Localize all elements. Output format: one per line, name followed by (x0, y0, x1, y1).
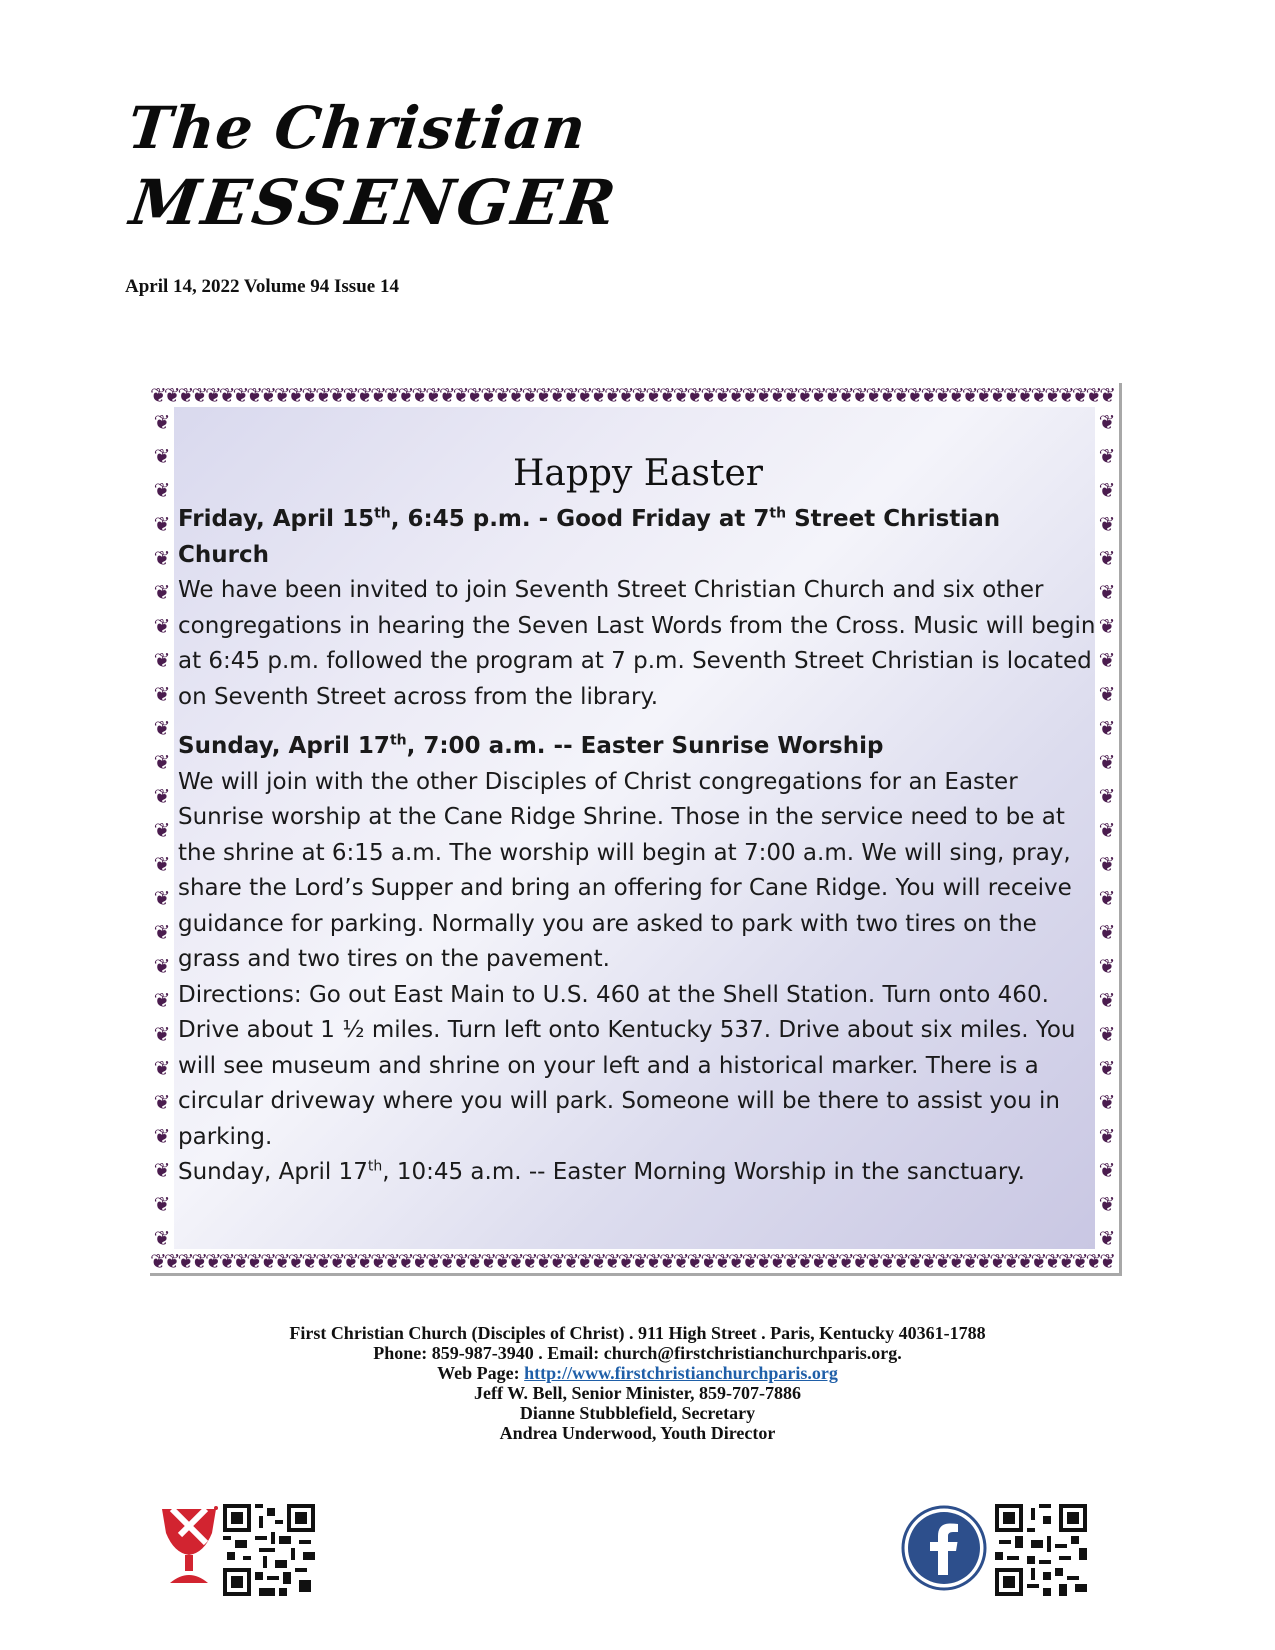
event2-body: We will join with the other Disciples of Christ congregations for an Easter Sunrise worship at the Cane Ridge Shrine. Those in the service need to be at the shrine at 6:15 a.m. The worship will begin at 7:00 a.m. We will sing, pray, share the Lord’s Supper and bring an offering for Cane Ridge. You will receive guidance for parking. Normally you are asked to park with two tires on the grass and two tires on the pavement. (178, 768, 1072, 972)
footer-address: First Christian Church (Disciples of Christ) . 911 High Street . Paris, Kentucky 40361-1788 (289, 1323, 986, 1343)
butterfly-border-top-icon: ❦❦❦❦❦❦❦❦❦❦❦❦❦❦❦❦❦❦❦❦❦❦❦❦❦❦❦❦❦❦❦❦❦❦❦❦❦❦❦❦❦❦❦❦❦❦❦❦❦❦❦❦❦❦❦❦❦❦❦❦❦❦❦❦❦❦❦❦❦❦ (150, 383, 1114, 407)
facebook-icon[interactable] (901, 1505, 987, 1591)
butterfly-border-left-icon: ❦ ❦ ❦ ❦ ❦ ❦ ❦ ❦ ❦ ❦ ❦ ❦ ❦ ❦ ❦ ❦ ❦ ❦ ❦ ❦ ❦ ❦ ❦ ❦ ❦ (153, 410, 171, 1250)
footer-web: Web Page: http://www.firstchristianchurchparis.org (437, 1363, 838, 1383)
easter-content (178, 450, 1098, 1191)
masthead (124, 94, 623, 245)
event2-heading: Sunday, April 17th, 7:00 a.m. -- Easter Sunrise Worship (178, 732, 884, 759)
event2-directions: Directions: Go out East Main to U.S. 460 at the Shell Station. Turn onto 460. Drive about 1 ½ miles. Turn left onto Kentucky 537. Drive about six miles. You will see museum and shrine on your left and a historical marker. There is a circular driveway where you will park. Someone will be there to assist you in parking. (178, 981, 1076, 1150)
event1-heading: Friday, April 15th, 6:45 p.m. - Good Friday at 7th Street Christian Church (178, 505, 1001, 568)
masthead-title-line2: MESSENGER (125, 166, 623, 239)
footer-contact (0, 1323, 1275, 1443)
footer-secretary: Dianne Stubblefield, Secretary (519, 1403, 756, 1423)
chalice-logo-icon (158, 1503, 220, 1589)
website-link[interactable]: http://www.firstchristianchurchparis.org (524, 1363, 838, 1383)
butterfly-border-right-icon: ❦ ❦ ❦ ❦ ❦ ❦ ❦ ❦ ❦ ❦ ❦ ❦ ❦ ❦ ❦ ❦ ❦ ❦ ❦ ❦ ❦ ❦ ❦ ❦ ❦ (1098, 410, 1116, 1250)
issue-line: April 14, 2022 Volume 94 Issue 14 (125, 276, 399, 297)
footer-youth-director: Andrea Underwood, Youth Director (499, 1423, 776, 1443)
event3-line: Sunday, April 17th, 10:45 a.m. -- Easter Morning Worship in the sanctuary. (178, 1158, 1025, 1185)
qr-code-right-icon[interactable] (995, 1504, 1087, 1596)
event1-body: We have been invited to join Seventh Street Christian Church and six other congregations in hearing the Seven Last Words from the Cross. Music will begin at 6:45 p.m. followed the program at 7 p.m. Seventh Street Christian is located on Seventh Street across from the library. (178, 577, 1096, 710)
qr-code-left-icon[interactable] (223, 1504, 315, 1596)
footer-phone-email: Phone: 859-987-3940 . Email: church@firstchristianchurchparis.org. (373, 1343, 902, 1363)
box-heading: Happy Easter (513, 453, 763, 494)
masthead-title-line1: The Christian (124, 94, 590, 162)
butterfly-border-bottom-icon: ❦❦❦❦❦❦❦❦❦❦❦❦❦❦❦❦❦❦❦❦❦❦❦❦❦❦❦❦❦❦❦❦❦❦❦❦❦❦❦❦❦❦❦❦❦❦❦❦❦❦❦❦❦❦❦❦❦❦❦❦❦❦❦❦❦❦❦❦❦❦ (150, 1249, 1114, 1273)
footer-minister: Jeff W. Bell, Senior Minister, 859-707-7886 (474, 1383, 801, 1403)
